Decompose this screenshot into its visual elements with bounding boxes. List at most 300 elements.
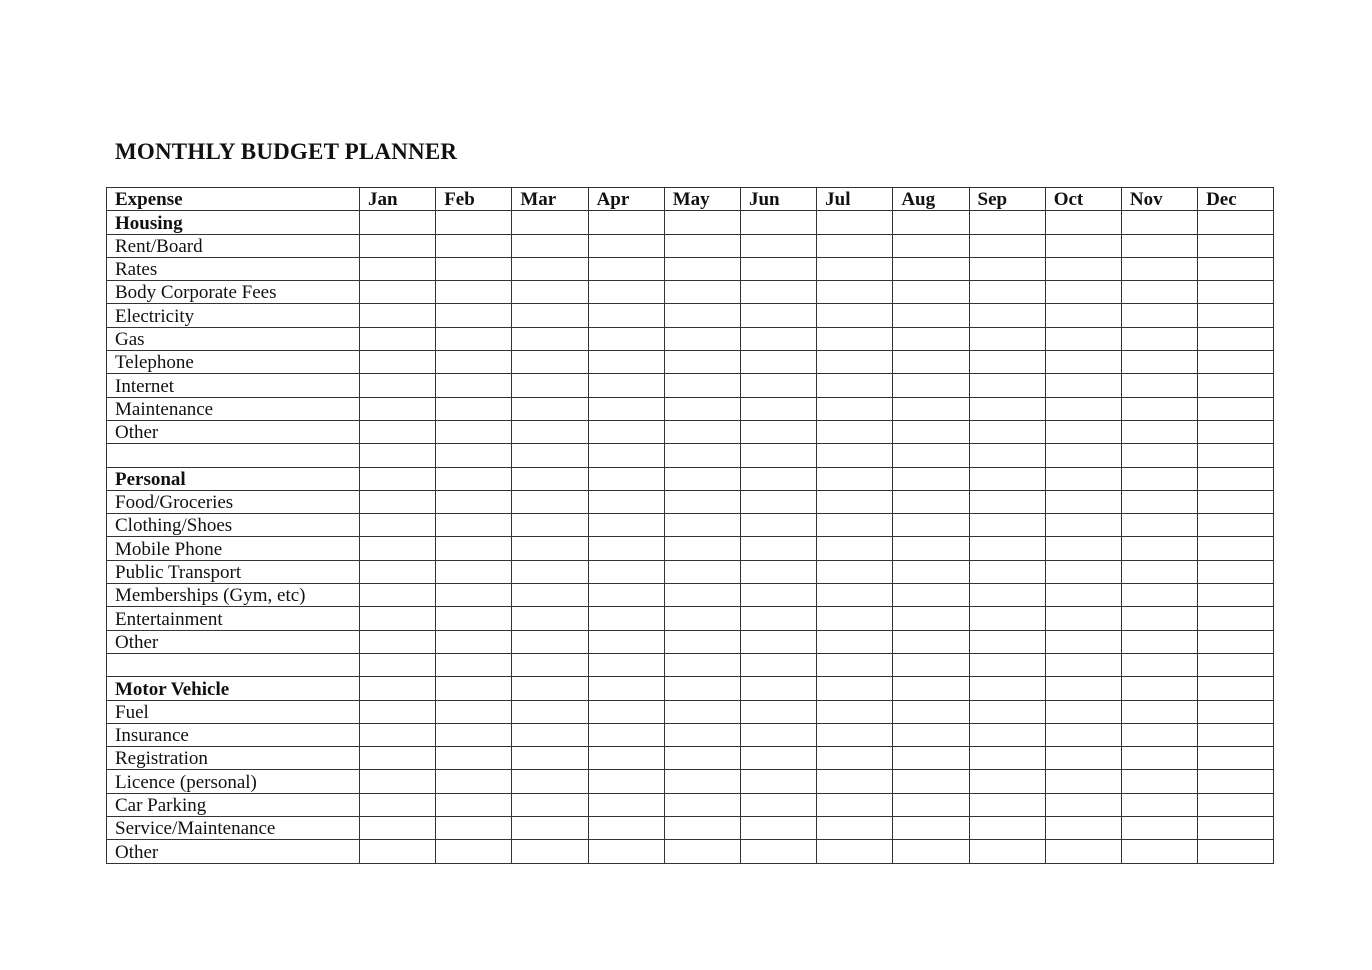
amount-cell-aug[interactable] — [893, 677, 969, 700]
amount-cell-mar[interactable] — [512, 351, 588, 374]
amount-cell-may[interactable] — [664, 723, 740, 746]
amount-cell-dec[interactable] — [1198, 467, 1274, 490]
amount-cell-jun[interactable] — [740, 793, 816, 816]
amount-cell-jan[interactable] — [360, 537, 436, 560]
amount-cell-feb[interactable] — [436, 514, 512, 537]
amount-cell-sep[interactable] — [969, 281, 1045, 304]
amount-cell-jan[interactable] — [360, 304, 436, 327]
amount-cell-oct[interactable] — [1045, 560, 1121, 583]
amount-cell-jun[interactable] — [740, 327, 816, 350]
amount-cell-jun[interactable] — [740, 677, 816, 700]
amount-cell-oct[interactable] — [1045, 444, 1121, 467]
amount-cell-apr[interactable] — [588, 723, 664, 746]
amount-cell-nov[interactable] — [1121, 747, 1197, 770]
amount-cell-jul[interactable] — [817, 351, 893, 374]
amount-cell-may[interactable] — [664, 584, 740, 607]
amount-cell-jul[interactable] — [817, 793, 893, 816]
amount-cell-dec[interactable] — [1198, 211, 1274, 234]
amount-cell-jan[interactable] — [360, 630, 436, 653]
amount-cell-jan[interactable] — [360, 840, 436, 863]
amount-cell-apr[interactable] — [588, 257, 664, 280]
amount-cell-feb[interactable] — [436, 257, 512, 280]
amount-cell-oct[interactable] — [1045, 211, 1121, 234]
amount-cell-mar[interactable] — [512, 677, 588, 700]
amount-cell-apr[interactable] — [588, 793, 664, 816]
amount-cell-nov[interactable] — [1121, 793, 1197, 816]
amount-cell-jan[interactable] — [360, 444, 436, 467]
amount-cell-sep[interactable] — [969, 700, 1045, 723]
amount-cell-dec[interactable] — [1198, 630, 1274, 653]
amount-cell-feb[interactable] — [436, 747, 512, 770]
amount-cell-aug[interactable] — [893, 514, 969, 537]
amount-cell-dec[interactable] — [1198, 327, 1274, 350]
amount-cell-oct[interactable] — [1045, 630, 1121, 653]
amount-cell-sep[interactable] — [969, 467, 1045, 490]
amount-cell-aug[interactable] — [893, 723, 969, 746]
amount-cell-sep[interactable] — [969, 630, 1045, 653]
amount-cell-feb[interactable] — [436, 630, 512, 653]
amount-cell-sep[interactable] — [969, 351, 1045, 374]
amount-cell-aug[interactable] — [893, 793, 969, 816]
amount-cell-aug[interactable] — [893, 653, 969, 676]
amount-cell-dec[interactable] — [1198, 257, 1274, 280]
amount-cell-oct[interactable] — [1045, 281, 1121, 304]
amount-cell-nov[interactable] — [1121, 537, 1197, 560]
amount-cell-oct[interactable] — [1045, 397, 1121, 420]
amount-cell-jul[interactable] — [817, 211, 893, 234]
amount-cell-jun[interactable] — [740, 700, 816, 723]
amount-cell-sep[interactable] — [969, 817, 1045, 840]
amount-cell-jul[interactable] — [817, 327, 893, 350]
amount-cell-nov[interactable] — [1121, 257, 1197, 280]
amount-cell-dec[interactable] — [1198, 514, 1274, 537]
amount-cell-may[interactable] — [664, 304, 740, 327]
amount-cell-apr[interactable] — [588, 584, 664, 607]
amount-cell-mar[interactable] — [512, 490, 588, 513]
amount-cell-may[interactable] — [664, 257, 740, 280]
amount-cell-oct[interactable] — [1045, 537, 1121, 560]
amount-cell-dec[interactable] — [1198, 700, 1274, 723]
amount-cell-jun[interactable] — [740, 747, 816, 770]
amount-cell-jun[interactable] — [740, 584, 816, 607]
amount-cell-jul[interactable] — [817, 514, 893, 537]
amount-cell-jun[interactable] — [740, 723, 816, 746]
amount-cell-mar[interactable] — [512, 420, 588, 443]
amount-cell-jun[interactable] — [740, 397, 816, 420]
amount-cell-oct[interactable] — [1045, 747, 1121, 770]
amount-cell-may[interactable] — [664, 840, 740, 863]
amount-cell-oct[interactable] — [1045, 723, 1121, 746]
amount-cell-jul[interactable] — [817, 584, 893, 607]
amount-cell-apr[interactable] — [588, 467, 664, 490]
amount-cell-may[interactable] — [664, 793, 740, 816]
amount-cell-jun[interactable] — [740, 304, 816, 327]
amount-cell-dec[interactable] — [1198, 420, 1274, 443]
amount-cell-jun[interactable] — [740, 211, 816, 234]
amount-cell-jan[interactable] — [360, 490, 436, 513]
amount-cell-dec[interactable] — [1198, 817, 1274, 840]
amount-cell-aug[interactable] — [893, 630, 969, 653]
amount-cell-may[interactable] — [664, 747, 740, 770]
amount-cell-sep[interactable] — [969, 677, 1045, 700]
amount-cell-jan[interactable] — [360, 257, 436, 280]
amount-cell-apr[interactable] — [588, 374, 664, 397]
amount-cell-jul[interactable] — [817, 653, 893, 676]
amount-cell-sep[interactable] — [969, 747, 1045, 770]
amount-cell-feb[interactable] — [436, 700, 512, 723]
amount-cell-jun[interactable] — [740, 351, 816, 374]
amount-cell-jul[interactable] — [817, 444, 893, 467]
amount-cell-jun[interactable] — [740, 257, 816, 280]
amount-cell-jun[interactable] — [740, 281, 816, 304]
amount-cell-nov[interactable] — [1121, 607, 1197, 630]
amount-cell-sep[interactable] — [969, 723, 1045, 746]
amount-cell-mar[interactable] — [512, 560, 588, 583]
amount-cell-jan[interactable] — [360, 770, 436, 793]
amount-cell-oct[interactable] — [1045, 490, 1121, 513]
amount-cell-feb[interactable] — [436, 653, 512, 676]
amount-cell-aug[interactable] — [893, 817, 969, 840]
amount-cell-apr[interactable] — [588, 607, 664, 630]
amount-cell-oct[interactable] — [1045, 234, 1121, 257]
amount-cell-jul[interactable] — [817, 840, 893, 863]
amount-cell-mar[interactable] — [512, 327, 588, 350]
amount-cell-nov[interactable] — [1121, 723, 1197, 746]
amount-cell-dec[interactable] — [1198, 840, 1274, 863]
amount-cell-dec[interactable] — [1198, 793, 1274, 816]
amount-cell-mar[interactable] — [512, 584, 588, 607]
amount-cell-sep[interactable] — [969, 560, 1045, 583]
amount-cell-aug[interactable] — [893, 281, 969, 304]
amount-cell-oct[interactable] — [1045, 677, 1121, 700]
amount-cell-jul[interactable] — [817, 770, 893, 793]
amount-cell-feb[interactable] — [436, 444, 512, 467]
amount-cell-mar[interactable] — [512, 700, 588, 723]
amount-cell-may[interactable] — [664, 770, 740, 793]
amount-cell-aug[interactable] — [893, 444, 969, 467]
amount-cell-jan[interactable] — [360, 234, 436, 257]
amount-cell-feb[interactable] — [436, 817, 512, 840]
amount-cell-feb[interactable] — [436, 211, 512, 234]
amount-cell-aug[interactable] — [893, 304, 969, 327]
amount-cell-may[interactable] — [664, 234, 740, 257]
amount-cell-feb[interactable] — [436, 351, 512, 374]
amount-cell-jul[interactable] — [817, 490, 893, 513]
amount-cell-apr[interactable] — [588, 351, 664, 374]
amount-cell-jan[interactable] — [360, 607, 436, 630]
amount-cell-apr[interactable] — [588, 444, 664, 467]
amount-cell-may[interactable] — [664, 560, 740, 583]
amount-cell-jan[interactable] — [360, 327, 436, 350]
amount-cell-sep[interactable] — [969, 514, 1045, 537]
amount-cell-feb[interactable] — [436, 327, 512, 350]
amount-cell-jan[interactable] — [360, 420, 436, 443]
amount-cell-mar[interactable] — [512, 747, 588, 770]
amount-cell-dec[interactable] — [1198, 653, 1274, 676]
amount-cell-jan[interactable] — [360, 374, 436, 397]
amount-cell-oct[interactable] — [1045, 770, 1121, 793]
amount-cell-apr[interactable] — [588, 234, 664, 257]
amount-cell-jul[interactable] — [817, 677, 893, 700]
amount-cell-jul[interactable] — [817, 607, 893, 630]
amount-cell-dec[interactable] — [1198, 281, 1274, 304]
amount-cell-feb[interactable] — [436, 770, 512, 793]
amount-cell-nov[interactable] — [1121, 514, 1197, 537]
amount-cell-oct[interactable] — [1045, 374, 1121, 397]
amount-cell-feb[interactable] — [436, 607, 512, 630]
amount-cell-dec[interactable] — [1198, 747, 1274, 770]
amount-cell-mar[interactable] — [512, 281, 588, 304]
amount-cell-feb[interactable] — [436, 490, 512, 513]
amount-cell-jun[interactable] — [740, 817, 816, 840]
amount-cell-jul[interactable] — [817, 817, 893, 840]
amount-cell-nov[interactable] — [1121, 327, 1197, 350]
amount-cell-aug[interactable] — [893, 840, 969, 863]
amount-cell-nov[interactable] — [1121, 397, 1197, 420]
amount-cell-feb[interactable] — [436, 584, 512, 607]
amount-cell-oct[interactable] — [1045, 700, 1121, 723]
amount-cell-nov[interactable] — [1121, 700, 1197, 723]
amount-cell-nov[interactable] — [1121, 653, 1197, 676]
amount-cell-may[interactable] — [664, 630, 740, 653]
amount-cell-jan[interactable] — [360, 467, 436, 490]
amount-cell-may[interactable] — [664, 677, 740, 700]
amount-cell-aug[interactable] — [893, 234, 969, 257]
amount-cell-mar[interactable] — [512, 537, 588, 560]
amount-cell-nov[interactable] — [1121, 817, 1197, 840]
amount-cell-sep[interactable] — [969, 420, 1045, 443]
amount-cell-nov[interactable] — [1121, 677, 1197, 700]
amount-cell-sep[interactable] — [969, 607, 1045, 630]
amount-cell-jan[interactable] — [360, 747, 436, 770]
amount-cell-may[interactable] — [664, 211, 740, 234]
amount-cell-dec[interactable] — [1198, 304, 1274, 327]
amount-cell-feb[interactable] — [436, 281, 512, 304]
amount-cell-feb[interactable] — [436, 467, 512, 490]
amount-cell-aug[interactable] — [893, 374, 969, 397]
amount-cell-may[interactable] — [664, 351, 740, 374]
amount-cell-sep[interactable] — [969, 653, 1045, 676]
amount-cell-nov[interactable] — [1121, 351, 1197, 374]
amount-cell-dec[interactable] — [1198, 234, 1274, 257]
amount-cell-aug[interactable] — [893, 351, 969, 374]
amount-cell-aug[interactable] — [893, 397, 969, 420]
amount-cell-nov[interactable] — [1121, 211, 1197, 234]
amount-cell-jan[interactable] — [360, 514, 436, 537]
amount-cell-jun[interactable] — [740, 444, 816, 467]
amount-cell-apr[interactable] — [588, 560, 664, 583]
amount-cell-dec[interactable] — [1198, 490, 1274, 513]
amount-cell-sep[interactable] — [969, 770, 1045, 793]
amount-cell-oct[interactable] — [1045, 304, 1121, 327]
amount-cell-jul[interactable] — [817, 257, 893, 280]
amount-cell-nov[interactable] — [1121, 467, 1197, 490]
amount-cell-apr[interactable] — [588, 397, 664, 420]
amount-cell-jun[interactable] — [740, 420, 816, 443]
amount-cell-jun[interactable] — [740, 374, 816, 397]
amount-cell-apr[interactable] — [588, 281, 664, 304]
amount-cell-sep[interactable] — [969, 444, 1045, 467]
amount-cell-dec[interactable] — [1198, 351, 1274, 374]
amount-cell-aug[interactable] — [893, 770, 969, 793]
amount-cell-feb[interactable] — [436, 304, 512, 327]
amount-cell-sep[interactable] — [969, 327, 1045, 350]
amount-cell-jun[interactable] — [740, 770, 816, 793]
amount-cell-nov[interactable] — [1121, 560, 1197, 583]
amount-cell-jan[interactable] — [360, 793, 436, 816]
amount-cell-may[interactable] — [664, 374, 740, 397]
amount-cell-jan[interactable] — [360, 817, 436, 840]
amount-cell-dec[interactable] — [1198, 397, 1274, 420]
amount-cell-apr[interactable] — [588, 514, 664, 537]
amount-cell-may[interactable] — [664, 700, 740, 723]
amount-cell-mar[interactable] — [512, 397, 588, 420]
amount-cell-sep[interactable] — [969, 211, 1045, 234]
amount-cell-mar[interactable] — [512, 840, 588, 863]
amount-cell-mar[interactable] — [512, 770, 588, 793]
amount-cell-aug[interactable] — [893, 211, 969, 234]
amount-cell-jan[interactable] — [360, 281, 436, 304]
amount-cell-jan[interactable] — [360, 723, 436, 746]
amount-cell-jul[interactable] — [817, 234, 893, 257]
amount-cell-jan[interactable] — [360, 211, 436, 234]
amount-cell-feb[interactable] — [436, 537, 512, 560]
amount-cell-nov[interactable] — [1121, 374, 1197, 397]
amount-cell-may[interactable] — [664, 817, 740, 840]
amount-cell-sep[interactable] — [969, 374, 1045, 397]
amount-cell-jul[interactable] — [817, 281, 893, 304]
amount-cell-apr[interactable] — [588, 700, 664, 723]
amount-cell-may[interactable] — [664, 397, 740, 420]
amount-cell-jan[interactable] — [360, 653, 436, 676]
amount-cell-sep[interactable] — [969, 397, 1045, 420]
amount-cell-feb[interactable] — [436, 677, 512, 700]
amount-cell-may[interactable] — [664, 420, 740, 443]
amount-cell-jan[interactable] — [360, 351, 436, 374]
amount-cell-nov[interactable] — [1121, 584, 1197, 607]
amount-cell-dec[interactable] — [1198, 444, 1274, 467]
amount-cell-mar[interactable] — [512, 234, 588, 257]
amount-cell-mar[interactable] — [512, 514, 588, 537]
amount-cell-aug[interactable] — [893, 607, 969, 630]
amount-cell-jun[interactable] — [740, 840, 816, 863]
amount-cell-may[interactable] — [664, 653, 740, 676]
amount-cell-aug[interactable] — [893, 327, 969, 350]
amount-cell-jun[interactable] — [740, 653, 816, 676]
amount-cell-aug[interactable] — [893, 700, 969, 723]
amount-cell-dec[interactable] — [1198, 560, 1274, 583]
amount-cell-mar[interactable] — [512, 467, 588, 490]
amount-cell-nov[interactable] — [1121, 281, 1197, 304]
amount-cell-jul[interactable] — [817, 560, 893, 583]
amount-cell-apr[interactable] — [588, 537, 664, 560]
amount-cell-jun[interactable] — [740, 490, 816, 513]
amount-cell-mar[interactable] — [512, 653, 588, 676]
amount-cell-apr[interactable] — [588, 630, 664, 653]
amount-cell-sep[interactable] — [969, 234, 1045, 257]
amount-cell-oct[interactable] — [1045, 793, 1121, 816]
amount-cell-oct[interactable] — [1045, 653, 1121, 676]
amount-cell-may[interactable] — [664, 327, 740, 350]
amount-cell-aug[interactable] — [893, 584, 969, 607]
amount-cell-sep[interactable] — [969, 840, 1045, 863]
amount-cell-apr[interactable] — [588, 840, 664, 863]
amount-cell-sep[interactable] — [969, 304, 1045, 327]
amount-cell-may[interactable] — [664, 607, 740, 630]
amount-cell-may[interactable] — [664, 281, 740, 304]
amount-cell-dec[interactable] — [1198, 677, 1274, 700]
amount-cell-jan[interactable] — [360, 584, 436, 607]
amount-cell-apr[interactable] — [588, 420, 664, 443]
amount-cell-nov[interactable] — [1121, 840, 1197, 863]
amount-cell-apr[interactable] — [588, 817, 664, 840]
amount-cell-aug[interactable] — [893, 257, 969, 280]
amount-cell-sep[interactable] — [969, 537, 1045, 560]
amount-cell-dec[interactable] — [1198, 607, 1274, 630]
amount-cell-mar[interactable] — [512, 211, 588, 234]
amount-cell-jan[interactable] — [360, 677, 436, 700]
amount-cell-mar[interactable] — [512, 444, 588, 467]
amount-cell-feb[interactable] — [436, 397, 512, 420]
amount-cell-jun[interactable] — [740, 514, 816, 537]
amount-cell-jun[interactable] — [740, 467, 816, 490]
amount-cell-may[interactable] — [664, 490, 740, 513]
amount-cell-feb[interactable] — [436, 234, 512, 257]
amount-cell-jul[interactable] — [817, 304, 893, 327]
amount-cell-sep[interactable] — [969, 490, 1045, 513]
amount-cell-mar[interactable] — [512, 817, 588, 840]
amount-cell-jan[interactable] — [360, 397, 436, 420]
amount-cell-oct[interactable] — [1045, 817, 1121, 840]
amount-cell-aug[interactable] — [893, 420, 969, 443]
amount-cell-aug[interactable] — [893, 537, 969, 560]
amount-cell-sep[interactable] — [969, 584, 1045, 607]
amount-cell-dec[interactable] — [1198, 723, 1274, 746]
amount-cell-oct[interactable] — [1045, 327, 1121, 350]
amount-cell-dec[interactable] — [1198, 537, 1274, 560]
amount-cell-jun[interactable] — [740, 560, 816, 583]
amount-cell-sep[interactable] — [969, 257, 1045, 280]
amount-cell-jun[interactable] — [740, 630, 816, 653]
amount-cell-may[interactable] — [664, 537, 740, 560]
amount-cell-apr[interactable] — [588, 211, 664, 234]
amount-cell-jul[interactable] — [817, 374, 893, 397]
amount-cell-sep[interactable] — [969, 793, 1045, 816]
amount-cell-jul[interactable] — [817, 630, 893, 653]
amount-cell-may[interactable] — [664, 514, 740, 537]
amount-cell-oct[interactable] — [1045, 607, 1121, 630]
amount-cell-jul[interactable] — [817, 723, 893, 746]
amount-cell-jul[interactable] — [817, 420, 893, 443]
amount-cell-mar[interactable] — [512, 723, 588, 746]
amount-cell-nov[interactable] — [1121, 420, 1197, 443]
amount-cell-dec[interactable] — [1198, 374, 1274, 397]
amount-cell-oct[interactable] — [1045, 257, 1121, 280]
amount-cell-mar[interactable] — [512, 374, 588, 397]
amount-cell-oct[interactable] — [1045, 420, 1121, 443]
amount-cell-jul[interactable] — [817, 747, 893, 770]
amount-cell-nov[interactable] — [1121, 490, 1197, 513]
amount-cell-jan[interactable] — [360, 700, 436, 723]
amount-cell-apr[interactable] — [588, 747, 664, 770]
amount-cell-jun[interactable] — [740, 537, 816, 560]
amount-cell-dec[interactable] — [1198, 770, 1274, 793]
amount-cell-apr[interactable] — [588, 490, 664, 513]
amount-cell-feb[interactable] — [436, 840, 512, 863]
amount-cell-nov[interactable] — [1121, 630, 1197, 653]
amount-cell-oct[interactable] — [1045, 514, 1121, 537]
amount-cell-jan[interactable] — [360, 560, 436, 583]
